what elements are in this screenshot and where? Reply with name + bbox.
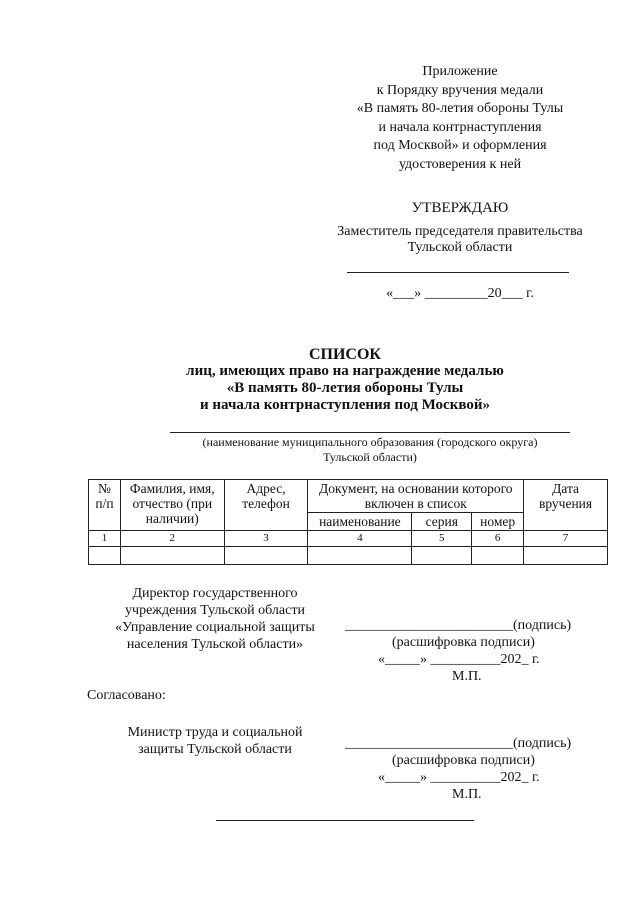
director-position-line: «Управление социальной защиты [115,620,315,635]
table-cell [524,547,608,565]
director-position-line: Директор государственного [132,586,298,601]
header-doc-series: серия [412,513,472,531]
column-number: 5 [412,531,472,547]
table-cell [472,547,524,565]
appendix-line: и начала контрнаступления [378,119,542,135]
minister-seal: М.П. [452,787,482,802]
minister-signature-date: «_____» __________202_ г. [378,770,540,785]
table-header-row [89,480,608,513]
header-name: Фамилия, имя, отчество (при наличии) [120,480,224,531]
minister-position-line: Министр труда и социальной [127,725,303,740]
appendix-line: под Москвой» и оформления [373,138,547,153]
approval-position-line: Тульской области [407,240,513,255]
column-number: 3 [224,531,308,547]
minister-signature-decode: (расшифровка подписи) [392,753,535,768]
approval-date: «___» _________20___ г. [386,286,534,301]
municipality-caption-line: Тульской области) [323,450,417,464]
director-position-line: учреждения Тульской области [125,603,305,618]
table-cell [89,547,121,565]
header-num: № п/п [89,480,121,531]
table-cell [120,547,224,565]
appendix-line: Приложение [422,64,498,79]
director-signature-decode: (расшифровка подписи) [392,635,535,650]
recipients-table [88,479,608,565]
appendix-block [330,63,590,174]
appendix-line: к Порядку вручения медали [376,82,544,98]
director-position-line: населения Тульской области» [126,637,304,652]
municipality-line [170,432,570,433]
minister-position [95,724,335,758]
approval-signature-line [347,272,569,273]
column-number-row [89,531,608,547]
document-title [120,346,570,414]
director-signature: ________________________(подпись) [345,618,572,633]
header-date: Дата вручения [524,480,608,531]
title-line: «В память 80-летия обороны Тулы [226,380,464,396]
column-number: 2 [120,531,224,547]
header-doc-name: наименование [308,513,412,531]
municipality-caption [170,435,570,465]
column-number: 1 [89,531,121,547]
director-seal: М.П. [452,669,482,684]
header-doc-number: номер [472,513,524,531]
director-position [95,585,335,653]
agreed-label: Согласовано: [87,688,166,703]
title-line: лиц, имеющих право на награждение медалью [186,363,504,379]
header-document: Документ, на основании которого включен в список [308,480,524,513]
minister-position-line: защиты Тульской области [138,742,292,757]
table-cell [412,547,472,565]
header-address: Адрес, телефон [224,480,308,531]
approval-position [310,224,610,256]
minister-signature: ________________________(подпись) [345,736,572,751]
column-number: 4 [308,531,412,547]
table-cell [224,547,308,565]
table-cell [308,547,412,565]
bottom-rule [216,820,474,821]
table-row [89,547,608,565]
appendix-line: «В память 80-летия обороны Тулы [356,101,564,116]
column-number: 6 [472,531,524,547]
title-line: и начала контрнаступления под Москвой» [200,397,490,413]
municipality-caption-line: (наименование муниципального образования (городского округа) [202,435,538,449]
title-line: СПИСОК [308,346,382,363]
approval-position-line: Заместитель председателя правительства [337,224,583,239]
appendix-line: удостоверения к ней [398,156,522,172]
column-number: 7 [524,531,608,547]
approval-heading: УТВЕРЖДАЮ [411,200,509,216]
director-signature-date: «_____» __________202_ г. [378,652,540,667]
